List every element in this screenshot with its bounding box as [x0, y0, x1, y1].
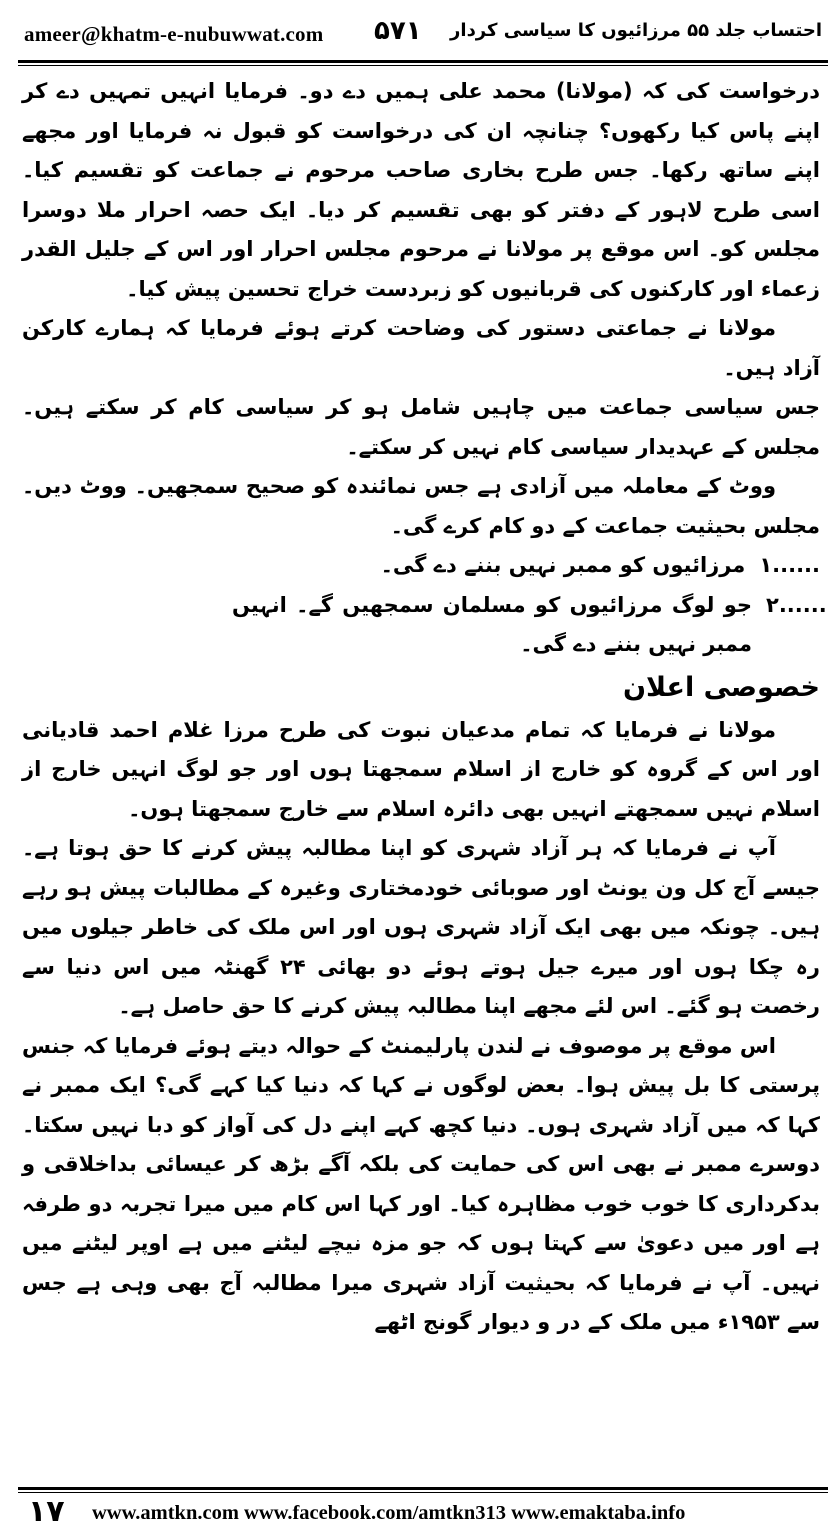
paragraph-7: اس موقع پر موصوف نے لندن پارلیمنٹ کے حوالہ دیتے ہوئے فرمایا کہ جنس پرستی کا بل پیش ہوا۔ بعض لوگوں نے کہا کہ دنیا کیا کہے گی؟ ایک ممبر نے کہا کہ میں آزاد شہری ہوں۔ دنیا کچھ کہے اپنے دل کی آواز کو دبا نہیں سکتا۔ دوسرے ممبر نے بھی اس کی حمایت کی بلکہ آگے بڑھ کر عیسائی بداخلاقی و بدکرداری کا خوب خوب مظاہرہ کیا۔ اور کہا اس کام میں میرا تجربہ دو طرفہ ہے اور میں دعویٰ سے کہتا ہوں کہ جو مزہ نیچے لیٹنے میں ہے اوپر لیٹنے میں نہیں۔ آپ نے فرمایا کہ بحیثیت آزاد شہری میرا مطالبہ آج بھی وہی ہے جس سے ۱۹۵۳ء میں ملک کے در و دیوار گونج اٹھے	[22, 1033, 820, 1334]
paragraph-1: درخواست کی کہ (مولانا) محمد علی ہمیں دے دو۔ فرمایا انہیں تمہیں دے کر اپنے پاس کیا رکھوں؟ چنانچہ ان کی درخواست کو قبول نہ فرمایا اور مجھے اپنے ساتھ رکھا۔ جس طرح بخاری صاحب مرحوم نے جماعت کو تقسیم کیا۔ اسی طرح لاہور کے دفتر کو بھی تقسیم کر دیا۔ ایک حصہ احرار ملا دوسرا مجلس کو۔ اس موقع پر مولانا نے مرحوم مجلس احرار اور اس کے جلیل القدر زعماء اور کارکنوں کی قربانیوں کو زبردست خراج تحسین پیش کیا۔	[22, 79, 820, 301]
list-item-2-text: جو لوگ مرزائیوں کو مسلمان سمجھیں گے۔ انہیں ممبر نہیں بننے دے گی۔	[232, 592, 752, 656]
body-text	[22, 72, 827, 1462]
header-email: ameer@khatm-e-nubuwwat.com	[24, 22, 324, 46]
header-rule-thin	[18, 65, 828, 66]
list-item-1	[22, 546, 820, 586]
header-rule	[18, 60, 828, 63]
paragraph-6: آپ نے فرمایا کہ ہر آزاد شہری کو اپنا مطالبہ پیش کرنے کا حق ہوتا ہے۔ جیسے آج کل ون یونٹ اور صوبائی خودمختاری وغیرہ کے مطالبات پیش ہو رہے ہیں۔ چونکہ میں بھی ایک آزاد شہری ہوں اور اس ملک کی خاطر جیلوں میں رہ چکا ہوں اور میرے جیل ہوتے ہوئے دو بھائی ۲۴ گھنٹہ میں اس دنیا سے رخصت ہو گئے۔ اس لئے مجھے اپنا مطالبہ پیش کرنے کا حق حاصل ہے۔	[22, 836, 820, 1018]
list-item-2	[22, 586, 827, 665]
paragraph-5: مولانا نے فرمایا کہ تمام مدعیان نبوت کی طرح مرزا غلام احمد قادیانی اور اس کے گروہ کو خارج از اسلام سمجھتا ہوں اور جو لوگ انہیں خارج از اسلام نہیں سمجھتے انہیں بھی دائرہ اسلام سے خارج سمجھتا ہوں۔	[22, 717, 820, 821]
footer-rule	[18, 1487, 828, 1490]
section-heading: خصوصی اعلان	[622, 671, 820, 703]
list-item-2-marker: ۲......	[766, 592, 827, 617]
header-page-number: ۵۷۱	[374, 16, 422, 46]
footer-links: www.amtkn.com www.facebook.com/amtkn313 www.emaktaba.info	[92, 1502, 686, 1524]
list-item-1-text: مرزائیوں کو ممبر نہیں بننے دے گی۔	[380, 553, 746, 577]
header-title: احتساب جلد ۵۵ مرزائیوں کا سیاسی کردار	[450, 20, 822, 41]
footer-page-number: ۱۷	[28, 1494, 65, 1529]
list-item-1-marker: ۱......	[759, 553, 820, 577]
paragraph-4: ووٹ کے معاملہ میں آزادی ہے جس نمائندہ کو صحیح سمجھیں۔ ووٹ دیں۔ مجلس بحیثیت جماعت کے دو کام کرے گی۔	[22, 474, 820, 538]
paragraph-3: جس سیاسی جماعت میں چاہیں شامل ہو کر سیاسی کام کر سکتے ہیں۔ مجلس کے عہدیدار سیاسی کام نہیں کر سکتے۔	[22, 395, 820, 459]
paragraph-2: مولانا نے جماعتی دستور کی وضاحت کرتے ہوئے فرمایا کہ ہمارے کارکن آزاد ہیں۔	[22, 316, 820, 380]
page-header	[24, 18, 822, 54]
footer-rule-thin	[18, 1492, 828, 1493]
